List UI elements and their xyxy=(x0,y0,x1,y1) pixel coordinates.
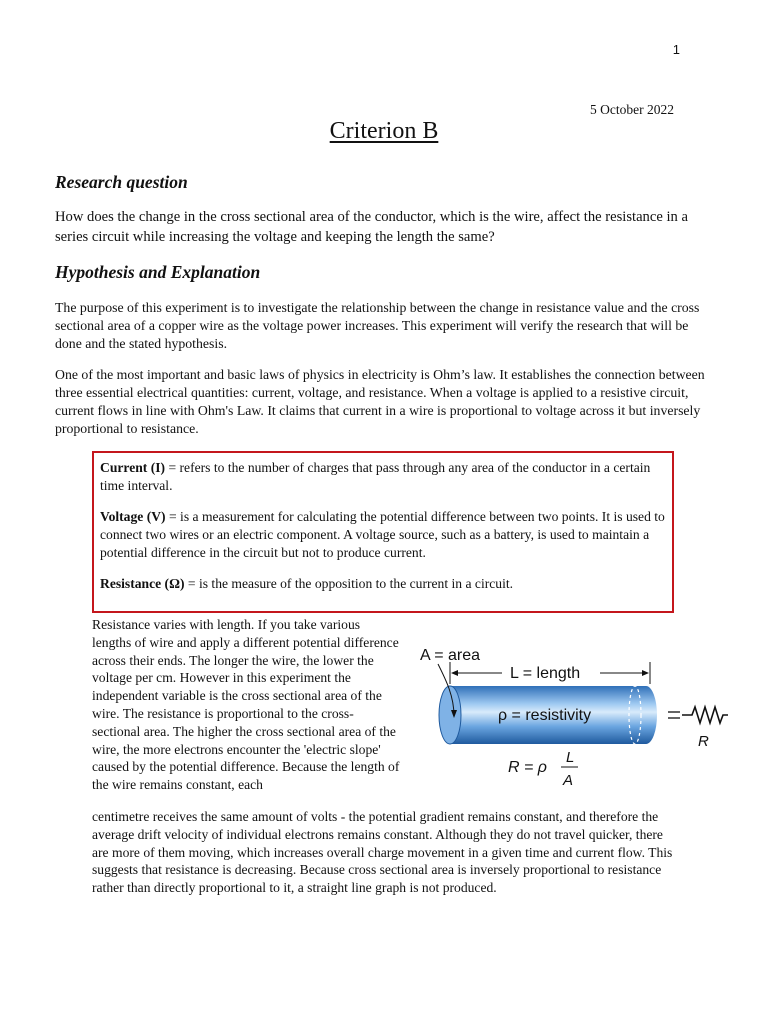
definition-text: = is the measure of the opposition to the current in a circuit. xyxy=(184,576,514,591)
resistivity-label: ρ = resistivity xyxy=(498,707,592,724)
hypothesis-paragraph-2: One of the most important and basic laws of physics in electricity is Ohm’s law. It establishes the connection between three essential electrical quantities: current, voltage, and resistance. When a voltage is applied to a resistive circuit, current flows in line with Ohm's Law. It claims that current in a wire is proportional to voltage across it but inversely proportional to resistance. xyxy=(55,367,705,436)
definitions-box xyxy=(92,451,674,613)
wire-end-right xyxy=(635,686,657,744)
hypothesis-heading: Hypothesis and Explanation xyxy=(55,262,261,282)
definition-term: Voltage (V) xyxy=(100,509,166,524)
length-label: L = length xyxy=(510,665,581,682)
definition-term: Current (I) xyxy=(100,460,166,475)
definition-resistance xyxy=(100,575,666,593)
resistor-label: R xyxy=(698,733,709,750)
formula-numerator: L xyxy=(566,749,575,766)
definition-text: = refers to the number of charges that pass through any area of the conductor in a certain time interval. xyxy=(100,460,651,493)
formula-denominator: A xyxy=(563,772,574,789)
hypothesis-paragraph-1: The purpose of this experiment is to investigate the relationship between the change in resistance value and the cross sectional area of a copper wire as the voltage power increases. This experiment will verify the research that will be done and the stated hypothesis. xyxy=(55,300,700,351)
resistivity-diagram xyxy=(410,640,740,800)
page-title: Criterion B xyxy=(329,118,439,144)
research-question-text: How does the change in the cross sectional area of the conductor, which is the wire, affect the resistance in a series circuit while increasing the voltage and keeping the length the same? xyxy=(55,209,688,245)
research-question-heading: Research question xyxy=(55,172,188,192)
arrowhead-left xyxy=(451,670,458,676)
arrowhead-right xyxy=(642,670,649,676)
definition-text: = is a measurement for calculating the potential difference between two points. It is used to connect two wires or an electric component. A voltage source, such as a battery, is used to maintain a potential difference in the circuit but not to produce current. xyxy=(100,509,665,560)
area-label: A = area xyxy=(420,647,481,664)
wire-end-left xyxy=(439,686,461,744)
page-number: 1 xyxy=(672,42,680,57)
definition-current xyxy=(100,459,666,495)
resistor-symbol xyxy=(682,707,728,723)
resistance-explanation-continued: centimetre receives the same amount of volts - the potential gradient remains constant, and therefore the average drift velocity of individual electrons remains constant. Although they do not travel quicker, there are more of them moving, which increases overall charge movement in a given time and current flow. This suggests that resistance is decreasing. Because cross sectional area is inversely proportional to resistance rather than directly proportional to it, a straight line graph is not produced. xyxy=(92,809,673,896)
resistance-explanation-wrapped: Resistance varies with length. If you take various lengths of wire and apply a different potential difference across their ends. The longer the wire, the lower the voltage per cm. However in this experiment the independent variable is the cross sectional area of the wire. The resistance is proportional to the cross-sectional area. The higher the cross sectional area of the wire, the more electrons encounter the 'electric slope' caused by the potential difference. Because the length of the wire remains constant, each xyxy=(92,617,400,793)
formula-left: R = ρ xyxy=(508,759,547,776)
definition-voltage xyxy=(100,508,666,562)
document-date: 5 October 2022 xyxy=(590,102,674,117)
definition-term: Resistance (Ω) xyxy=(100,576,185,591)
